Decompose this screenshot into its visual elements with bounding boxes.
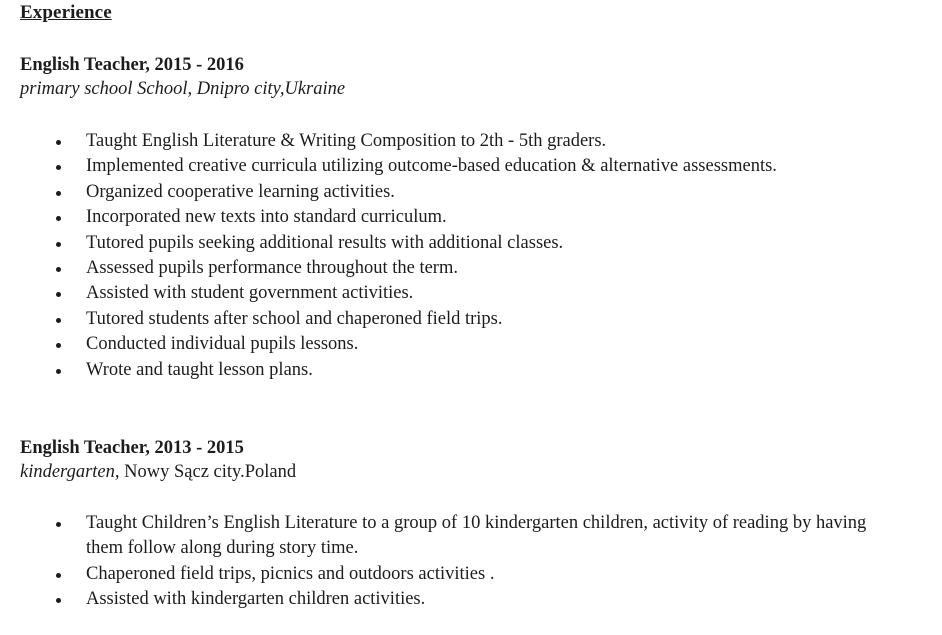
list-item	[56, 205, 876, 230]
bullet-icon	[56, 343, 61, 348]
list-item	[56, 511, 876, 562]
job-duties-list	[56, 129, 876, 383]
bullet-icon	[56, 267, 61, 272]
list-item	[56, 307, 876, 332]
list-item	[56, 129, 876, 154]
duty-text: Incorporated new texts into standard curriculum.	[86, 207, 447, 228]
list-item	[56, 231, 876, 256]
duty-text: Chaperoned field trips, picnics and outdoors activities .	[86, 563, 495, 584]
job-title: English Teacher, 2013 - 2015	[20, 438, 244, 458]
job-location-plain: Nowy Sącz city.Poland	[119, 462, 297, 482]
bullet-icon	[56, 573, 61, 578]
list-item	[56, 154, 876, 179]
job-location-italic: primary school School, Dnipro city,Ukraine	[20, 79, 346, 99]
bullet-icon	[56, 216, 61, 221]
bullet-icon	[56, 140, 61, 145]
list-item	[56, 332, 876, 357]
job-location-italic: kindergarten,	[20, 462, 120, 482]
duty-text: Assessed pupils performance throughout the term.	[86, 258, 458, 279]
job-location	[20, 77, 920, 101]
duty-text: Implemented creative curricula utilizing outcome-based education & alternative assessments.	[86, 156, 777, 177]
job-entry	[20, 436, 920, 610]
duty-text: Assisted with student government activities.	[86, 283, 414, 304]
duty-text: Tutored pupils seeking additional results with additional classes.	[86, 232, 564, 253]
job-duties-list	[56, 511, 876, 613]
list-item	[56, 281, 876, 306]
bullet-icon	[56, 165, 61, 170]
list-item	[56, 180, 876, 205]
duty-text: Assisted with kindergarten children activities.	[86, 589, 426, 610]
duty-text: Conducted individual pupils lessons.	[86, 334, 359, 355]
list-item	[56, 358, 876, 383]
duty-text: Organized cooperative learning activities.	[86, 181, 395, 202]
list-item	[56, 562, 876, 587]
list-item	[56, 587, 876, 612]
duty-text: Wrote and taught lesson plans.	[86, 359, 313, 380]
bullet-icon	[56, 292, 61, 297]
bullet-icon	[56, 242, 61, 247]
bullet-icon	[56, 191, 61, 196]
job-title: English Teacher, 2015 - 2016	[20, 55, 244, 75]
duty-text: Taught Children’s English Literature to a group of 10 kindergarten children, activity of reading by having them follow along during story time.	[86, 513, 867, 559]
duty-text: Tutored students after school and chaperoned field trips.	[86, 308, 503, 329]
job-entry	[20, 53, 920, 380]
bullet-icon	[56, 522, 61, 527]
bullet-icon	[56, 598, 61, 603]
list-item	[56, 256, 876, 281]
section-heading-experience: Experience	[20, 2, 112, 23]
bullet-icon	[56, 318, 61, 323]
bullet-icon	[56, 369, 61, 374]
duty-text: Taught English Literature & Writing Composition to 2th - 5th graders.	[86, 131, 607, 151]
job-location	[20, 460, 920, 484]
